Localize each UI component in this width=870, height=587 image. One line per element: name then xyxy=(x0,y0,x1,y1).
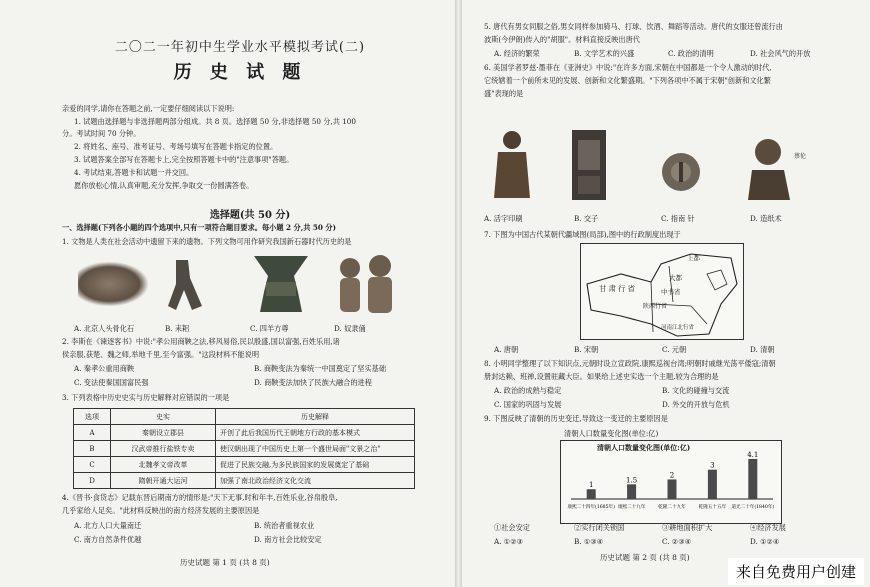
chart-plot xyxy=(561,441,781,523)
table-header-row xyxy=(74,409,415,425)
encourage-text: 愿你放松心情,认真审题,充分发挥,争取交一份圆满答卷。 xyxy=(74,181,254,190)
map-label-zhongshu: 中书省 xyxy=(661,288,681,296)
table-cell: 秦朝设立郡县 xyxy=(111,425,216,441)
q1-option-a: A. 北京人头骨化石 xyxy=(74,324,135,333)
exam-title: 二〇二一年初中生学业水平模拟考试(二) xyxy=(114,40,366,55)
q1-option-c: C. 四羊方尊 xyxy=(250,324,289,333)
q2-option-c: C. 变法使秦国国富民强 xyxy=(74,378,149,387)
map-label-henan: 河南江北行省 xyxy=(661,325,695,331)
table-cell: D xyxy=(74,473,111,489)
dynasty-map xyxy=(580,243,744,340)
section-title: 选择题(共 50 分) xyxy=(209,210,291,221)
table-cell: C xyxy=(74,457,111,473)
cai-lun-portrait-image xyxy=(748,130,794,200)
question-6-line-2: 它统辖着一个前所未见的发展、创新和文化繁盛期。"下列各项中不属于宋朝"创新和文化繁 xyxy=(484,76,771,85)
question-5-line-2: 波斯(今伊朗)传入的"胡服"。材料直接反映出唐代 xyxy=(484,35,640,44)
history-table xyxy=(73,408,415,489)
q9-choice-4: ④经济发展 xyxy=(750,523,786,532)
q9-option-b: B. ①③④ xyxy=(574,537,604,546)
compass-image xyxy=(660,150,702,194)
question-3: 3. 下列表格中历史史实与历史解释对应错误的一项是 xyxy=(62,393,230,402)
q8-option-a: A. 政治的成熟与稳定 xyxy=(494,386,562,395)
watermark-label: 来自免费用户创建 xyxy=(728,558,864,585)
question-6-line-1: 6. 美国学者罗兹·墨菲在《亚洲史》中说:"在许多方面,宋朝在中国都是一个令人激动的时代, xyxy=(484,63,772,72)
chart-bar xyxy=(748,459,757,499)
chart-bar xyxy=(708,470,717,499)
chart-value-label: 4.1 xyxy=(747,450,759,459)
q5-option-c: C. 政治的清明 xyxy=(668,49,714,58)
chart-bar xyxy=(627,484,636,499)
question-8-line-1: 8. 小明同学整理了以下知识点,元朝时设立宣政院,康熙巡视台湾;明朝时戚继光荡平倭寇;清朝 xyxy=(484,359,776,368)
q8-option-b: B. 文化的碰撞与交流 xyxy=(662,386,730,395)
chart-category-label: 康熙二十九年 xyxy=(617,505,646,510)
table-cell: A xyxy=(74,425,111,441)
table-cell: 北魏孝文帝改革 xyxy=(111,457,216,473)
table-cell: 促进了民族交融,为多民族国家的发展奠定了基础 xyxy=(216,457,415,473)
q6-option-a: A. 活字印刷 xyxy=(484,214,523,223)
page-gutter xyxy=(455,0,462,587)
q9-option-d: D. ①②④ xyxy=(750,537,780,546)
table-cell: 开创了此后我国历代王朝地方行政的基本模式 xyxy=(216,425,415,441)
q8-option-d: D. 外交的开放与危机 xyxy=(662,400,730,409)
table-cell: 加强了南北政治经济文化交流 xyxy=(216,473,415,489)
chart-value-label: 1.5 xyxy=(626,476,638,485)
q7-option-a: A. 唐朝 xyxy=(494,345,519,354)
rule-1: 1. 试题由选择题与非选择题两部分组成。共 8 页。选择题 50 分,非选择题 50 分,共 100 xyxy=(74,117,356,126)
q6-option-c: C. 指南 针 xyxy=(661,214,695,223)
q8-option-c: C. 国家的巩固与发展 xyxy=(494,400,562,409)
map-label-shaanxi: 陕西行省 xyxy=(643,303,668,310)
q2-option-d: D. 商鞅变法加快了民族大融合的进程 xyxy=(254,378,372,387)
map-label-gansu: 甘肃行省 xyxy=(599,284,637,293)
table-cell: 使汉朝出现了中国历史上第一个盛世局面"文景之治" xyxy=(216,441,415,457)
chart-category-label: 康熙二十四年(1685年) xyxy=(567,505,615,510)
movable-type-figure-image xyxy=(490,126,534,202)
table-cell: B xyxy=(74,441,111,457)
question-4-line-1: 4.《晋书·食货志》记载东晋后期南方的情形是:"天下无事,时和年丰,百姓乐业,谷帛殷阜, xyxy=(62,493,338,502)
chart-category-label: 乾隆二十九年 xyxy=(658,505,686,510)
q2-option-a: A. 秦孝公重用商鞅 xyxy=(74,364,135,373)
q2-option-b: B. 商鞅变法为秦统一中国奠定了坚实基础 xyxy=(254,364,387,373)
table-row xyxy=(74,473,415,489)
table-cell: 隋朝开通大运河 xyxy=(111,473,216,489)
slave-figurine-image xyxy=(330,252,402,316)
table-header: 历史解释 xyxy=(216,409,415,425)
question-8-line-2: 册封达赖、班禅,设置驻藏大臣。如果给上述史实选一个主题,较为合理的是 xyxy=(484,372,719,381)
q6-option-b: B. 交子 xyxy=(574,214,599,223)
question-2-line-2: 侯亲服,获楚、魏之师,举地千里,至今富强。"这段材料不能说明 xyxy=(62,350,260,359)
question-9: 9. 下图反映了清朝的历史变迁,导致这一变迁的主要原因是 xyxy=(484,414,668,423)
q4-option-c: C. 南方自然条件优越 xyxy=(74,535,142,544)
chart-caption-above: 清朝人口数量变化图(单位:亿) xyxy=(564,429,659,438)
page-1-footer: 历史试题 第 1 页 (共 8 页) xyxy=(180,558,270,567)
table-row xyxy=(74,457,415,473)
question-6-line-3: 盛"表现的是 xyxy=(484,89,524,98)
question-7: 7. 下图为中国古代某朝代疆域图(局部),图中的行政制度出现于 xyxy=(484,230,681,239)
question-2-line-1: 2. 李斯在《谏逐客书》中说:"孝公用商鞅之法,移风易俗,民以殷盛,国以富强,百姓乐用,诸 xyxy=(62,337,340,346)
q6-option-d: D. 造纸术 xyxy=(750,214,782,223)
question-1: 1. 文物是人类在社会活动中遗留下来的遗物。下列文物可用作研究我国新石器时代历史的是 xyxy=(62,237,352,246)
q9-choice-2: ②实行闭关锁国 xyxy=(574,523,625,532)
portrait-label: 蔡伦 xyxy=(794,153,807,160)
chart-title: 清朝人口数量变化图(单位:亿) xyxy=(597,443,691,452)
question-4-line-2: 几乎家给人足矣。"此材料反映出的南方经济发展的主要原因是 xyxy=(62,506,260,515)
q1-option-b: B. 耒耜 xyxy=(165,324,190,333)
q7-option-c: C. 元朝 xyxy=(662,345,687,354)
table-row xyxy=(74,441,415,457)
q7-option-b: B. 宋朝 xyxy=(574,345,599,354)
table-row xyxy=(74,425,415,441)
subject-title: 历 史 试 题 xyxy=(173,62,307,83)
q1-option-d: D. 奴隶俑 xyxy=(334,324,366,333)
q9-option-c: C. ②③④ xyxy=(662,537,692,546)
map-label-shangdu: 上都 xyxy=(687,254,700,262)
q9-option-a: A. ①②③ xyxy=(494,537,524,546)
chart-bar xyxy=(587,489,596,499)
leisi-plow-image xyxy=(162,256,214,314)
q9-choice-1: ①社会安定 xyxy=(494,523,530,532)
q5-option-b: B. 文学艺术的兴盛 xyxy=(574,49,635,58)
q9-choice-3: ③耕地面积扩大 xyxy=(662,523,713,532)
table-cell: 汉武帝推行盐铁专卖 xyxy=(111,441,216,457)
rule-4: 4. 考试结束,答题卡和试题一并交回。 xyxy=(74,168,194,177)
q4-option-a: A. 北方人口大量南迁 xyxy=(74,521,142,530)
table-header: 史实 xyxy=(111,409,216,425)
page-2-footer: 历史试题 第 2 页 (共 8 页) xyxy=(600,553,690,562)
rule-2: 2. 将姓名、座号、准考证号、考场号填写在答题卡指定的位置。 xyxy=(74,142,278,151)
rule-1b: 分。考试时间 70 分钟。 xyxy=(62,129,141,138)
rule-3: 3. 试题答案全部写在答题卡上,完全按照答题卡中的"注意事项"答题。 xyxy=(74,155,294,164)
section-note: 一、选择题(下列各小题的四个选项中,只有一项符合题目要求。每小题 2 分,共 50 分) xyxy=(62,223,337,232)
q5-option-d: D. 社会风气的开放 xyxy=(750,49,811,58)
chart-value-label: 1 xyxy=(588,481,594,490)
q4-option-b: B. 统治者重视农业 xyxy=(254,521,315,530)
chart-value-label: 3 xyxy=(710,461,715,470)
question-5-line-1: 5. 唐代有男女同服之俗,男女同样参加骑马、打球、饮酒、舞蹈等活动。唐代的女服还曾流行由 xyxy=(484,22,783,31)
population-chart xyxy=(560,440,782,524)
skull-fossil-image xyxy=(78,262,148,306)
q7-option-d: D. 清朝 xyxy=(750,345,775,354)
chart-category-label: 道光二十年(1840年) xyxy=(731,505,775,510)
chart-bar xyxy=(668,479,677,499)
four-goat-square-zun-image xyxy=(250,252,312,316)
q4-option-d: D. 南方社会比较安定 xyxy=(254,535,322,544)
chart-value-label: 2 xyxy=(669,471,675,480)
map-label-dadu: 大都 xyxy=(669,274,682,282)
chart-category-label: 乾隆五十五年 xyxy=(698,505,727,510)
intro-text: 亲爱的同学,请你在答题之前,一定要仔细阅读以下说明: xyxy=(62,104,235,113)
jiaozi-note-image xyxy=(570,128,608,202)
table-header: 选项 xyxy=(74,409,111,425)
q5-option-a: A. 经济的繁荣 xyxy=(494,49,540,58)
